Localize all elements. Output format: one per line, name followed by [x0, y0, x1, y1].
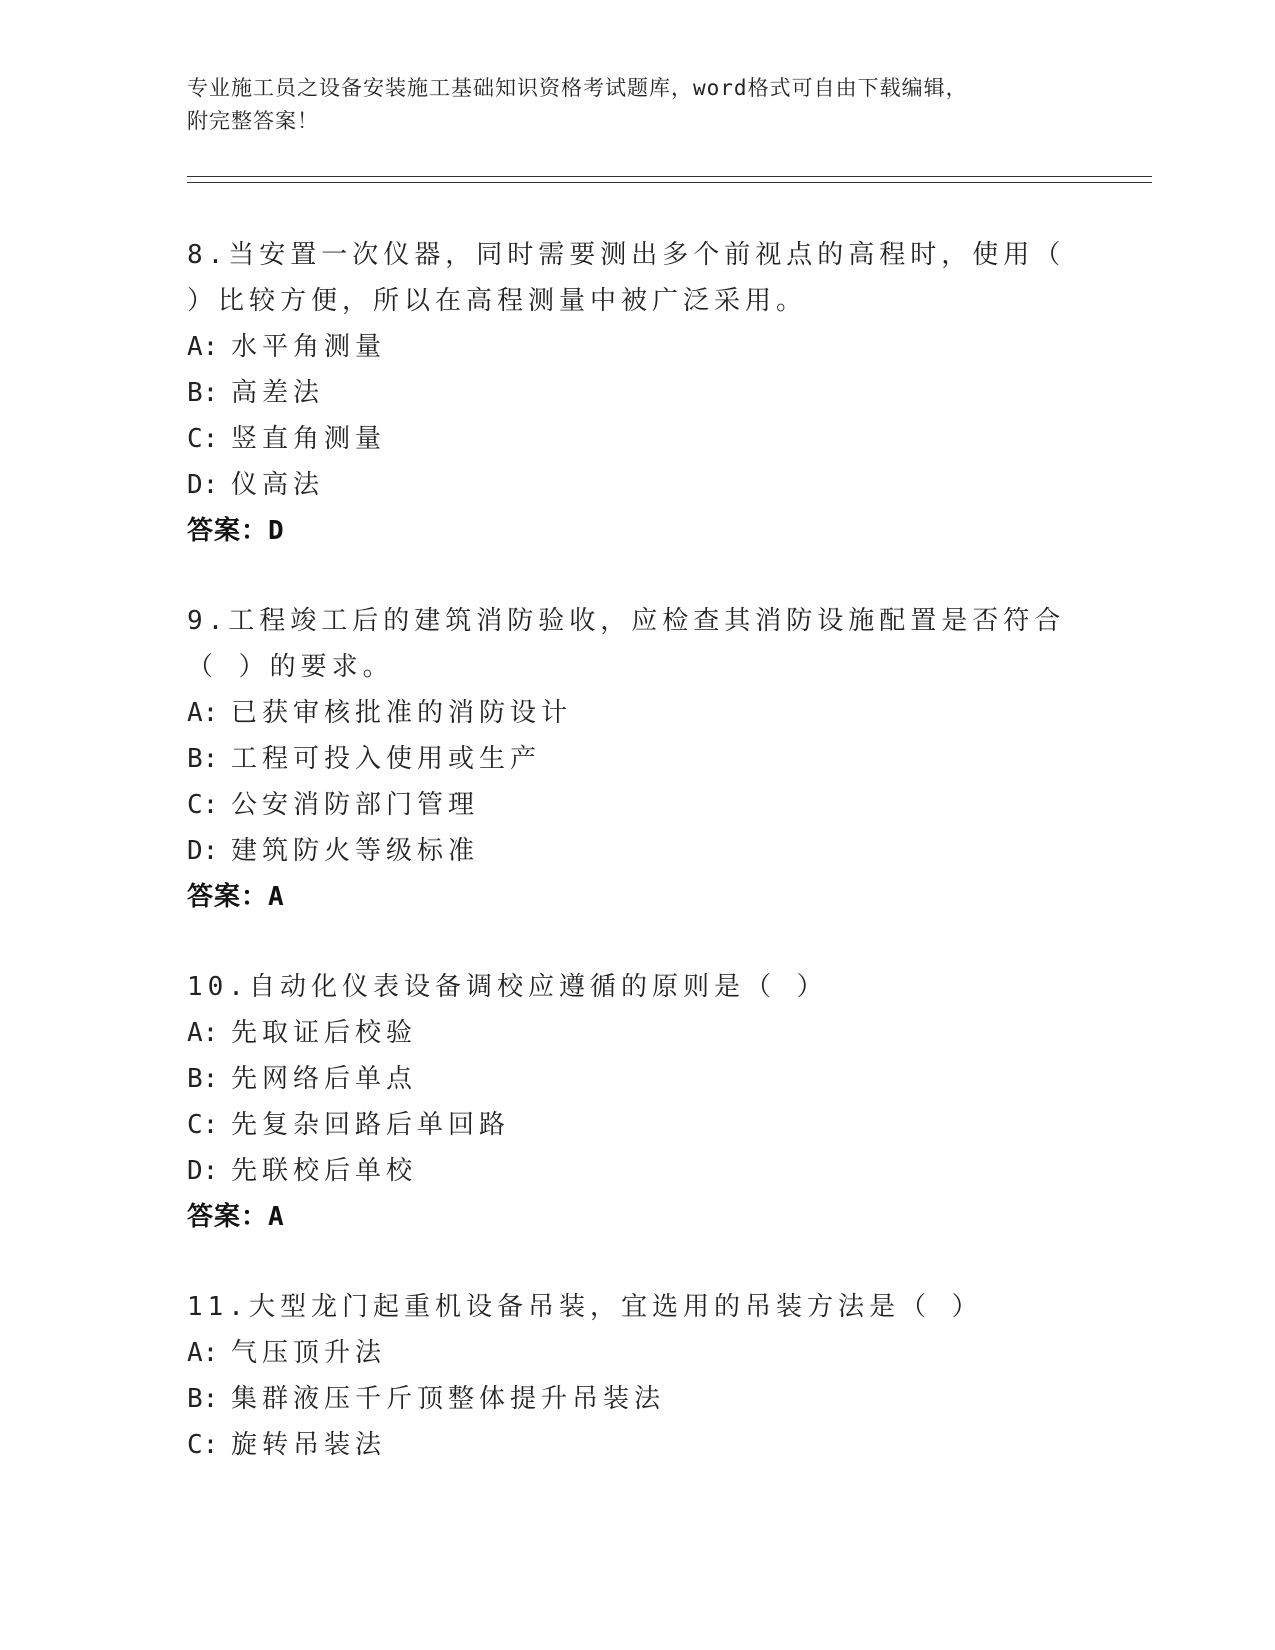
answer-value: A [268, 882, 285, 912]
option-key: A: [187, 698, 219, 728]
option-text: 先复杂回路后单回路 [231, 1110, 511, 1140]
option-a [187, 324, 1087, 370]
option-d [187, 828, 1087, 874]
option-text: 先取证后校验 [231, 1018, 418, 1048]
question-stem: 9.工程竣工后的建筑消防验收，应检查其消防设施配置是否符合（ ）的要求。 [187, 606, 1066, 682]
option-d [187, 1148, 1087, 1194]
question-10 [187, 964, 1087, 1240]
option-text: 竖直角测量 [231, 424, 387, 454]
option-text: 先网络后单点 [231, 1064, 418, 1094]
option-key: B: [187, 1384, 219, 1414]
option-key: B: [187, 1064, 219, 1094]
option-key: A: [187, 1338, 219, 1368]
option-c [187, 1422, 1087, 1468]
option-text: 仪高法 [231, 470, 325, 500]
question-stem: 8.当安置一次仪器，同时需要测出多个前视点的高程时，使用（ ）比较方便，所以在高程测量中被广泛采用。 [187, 240, 1066, 316]
option-text: 已获审核批准的消防设计 [231, 698, 573, 728]
answer-line [187, 874, 1087, 920]
document-header [187, 72, 1087, 138]
option-text: 旋转吊装法 [231, 1430, 387, 1460]
option-c [187, 416, 1087, 462]
option-b [187, 1056, 1087, 1102]
option-text: 集群液压千斤顶整体提升吊装法 [231, 1384, 666, 1414]
answer-label: 答案： [187, 1202, 269, 1232]
option-a [187, 690, 1087, 736]
option-key: A: [187, 332, 219, 362]
option-text: 建筑防火等级标准 [231, 836, 480, 866]
option-key: A: [187, 1018, 219, 1048]
option-key: D: [187, 1156, 219, 1186]
answer-label: 答案： [187, 882, 269, 912]
option-text: 气压顶升法 [231, 1338, 387, 1368]
header-line-1: 专业施工员之设备安装施工基础知识资格考试题库，word格式可自由下载编辑， [187, 76, 968, 100]
option-text: 水平角测量 [231, 332, 387, 362]
option-text: 公安消防部门管理 [231, 790, 480, 820]
option-key: C: [187, 1430, 219, 1460]
header-divider-bottom [187, 182, 1152, 183]
option-key: D: [187, 836, 219, 866]
option-text: 工程可投入使用或生产 [231, 744, 542, 774]
answer-value: A [268, 1202, 285, 1232]
option-key: B: [187, 744, 219, 774]
option-key: C: [187, 424, 219, 454]
option-key: C: [187, 790, 219, 820]
option-text: 先联校后单校 [231, 1156, 418, 1186]
option-b [187, 736, 1087, 782]
option-c [187, 1102, 1087, 1148]
answer-value: D [268, 516, 285, 546]
option-d [187, 462, 1087, 508]
question-stem: 10.自动化仪表设备调校应遵循的原则是（ ） [187, 972, 828, 1002]
question-8 [187, 232, 1087, 554]
question-stem: 11.大型龙门起重机设备吊装，宜选用的吊装方法是（ ） [187, 1292, 983, 1322]
answer-line [187, 1194, 1087, 1240]
option-key: C: [187, 1110, 219, 1140]
option-b [187, 1376, 1087, 1422]
question-list [187, 232, 1087, 1512]
option-text: 高差法 [231, 378, 325, 408]
answer-label: 答案： [187, 516, 269, 546]
option-b [187, 370, 1087, 416]
option-a [187, 1010, 1087, 1056]
option-a [187, 1330, 1087, 1376]
question-11 [187, 1284, 1087, 1468]
option-c [187, 782, 1087, 828]
header-line-2: 附完整答案！ [187, 109, 319, 133]
header-divider-top [187, 176, 1152, 177]
option-key: D: [187, 470, 219, 500]
answer-line [187, 508, 1087, 554]
option-key: B: [187, 378, 219, 408]
question-9 [187, 598, 1087, 920]
